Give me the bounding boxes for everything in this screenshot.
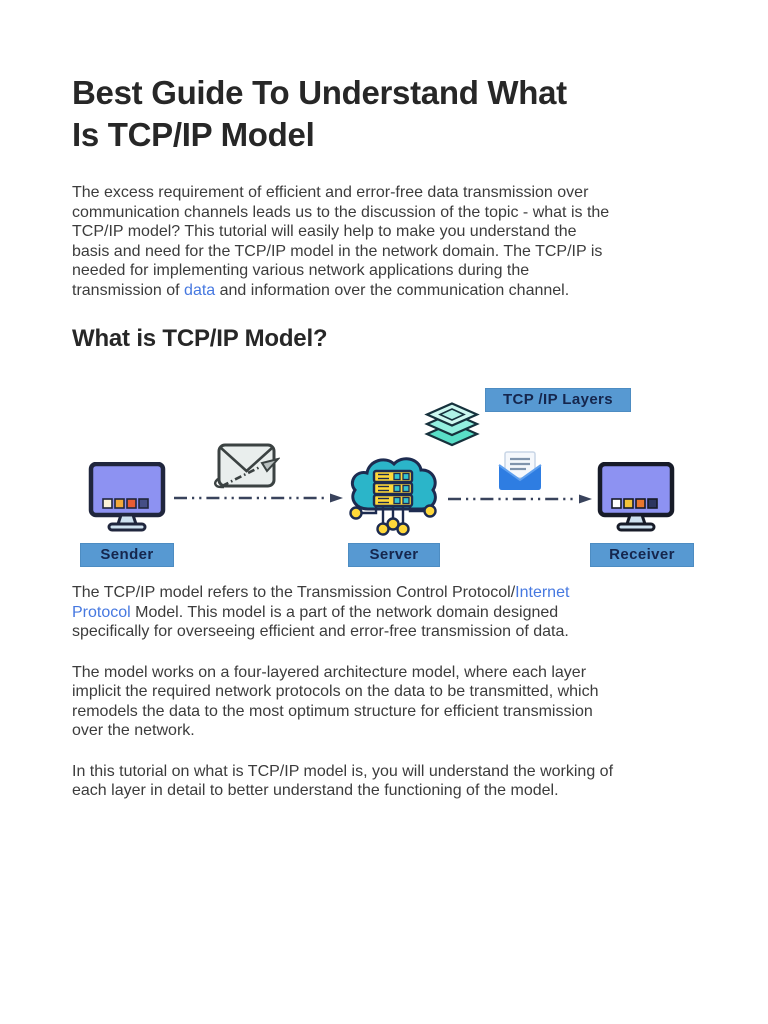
text-link[interactable]: Internet [515,584,570,601]
receiver-computer-icon [597,462,675,534]
text-run: specifically for overseeing efficient and error-free transmission of data. [72,623,569,640]
text-run: The model works on a four-layered architecture model, where each layer [72,663,587,681]
cloud-server-icon [345,448,440,543]
sender-label: Sender [80,543,174,567]
text-run: TCP/IP model? This tutorial will easily help to make you understand the [72,223,577,240]
text-run: The TCP/IP model refers to the Transmission Control Protocol/ [72,584,516,601]
text-run: Is TCP/IP Model [72,116,315,153]
text-run: over the network. [72,722,195,739]
text-link[interactable]: Protocol [72,603,131,621]
text-run: basis and need for the TCP/IP model in the network domain. The TCP/IP is [72,242,603,260]
text-run: and information over the communication channel. [215,281,570,299]
definition-paragraph [72,583,732,642]
text-run: Best Guide To Understand What [72,74,567,111]
transmission-arrow-icon [174,492,344,504]
intro-paragraph [72,183,732,300]
text-run: needed for implementing various network applications during the [72,262,530,279]
text-run: communication channels leads us to the discussion of the topic - what is the [72,203,610,221]
text-run: each layer in detail to better understand the functioning of the model. [72,782,559,799]
tutorial-paragraph [72,762,732,801]
text-run: remodels the data to the most optimum structure for efficient transmission [72,702,593,720]
page-title [72,72,732,156]
tcp-ip-layers-label: TCP /IP Layers [485,388,631,412]
open-envelope-icon [497,450,543,492]
server-label: Server [348,543,440,567]
text-run: The excess requirement of efficient and error-free data transmission over [72,184,589,201]
transmission-arrow-icon [448,493,593,505]
text-run: Model. This model is a part of the network domain designed [130,603,559,621]
text-link[interactable]: data [184,281,216,299]
text-run: implicit the required network protocols on the data to be transmitted, which [72,683,599,700]
sealed-envelope-icon [212,442,280,492]
text-run: In this tutorial on what is TCP/IP model is, you will understand the working of [72,762,614,780]
protocol-layers-icon [424,402,480,449]
text-run: transmission of [72,281,185,299]
section-heading: What is TCP/IP Model? [72,325,328,352]
architecture-paragraph [72,663,732,741]
tcpip-diagram [72,384,732,570]
sender-computer-icon [88,462,166,534]
receiver-label: Receiver [590,543,694,567]
